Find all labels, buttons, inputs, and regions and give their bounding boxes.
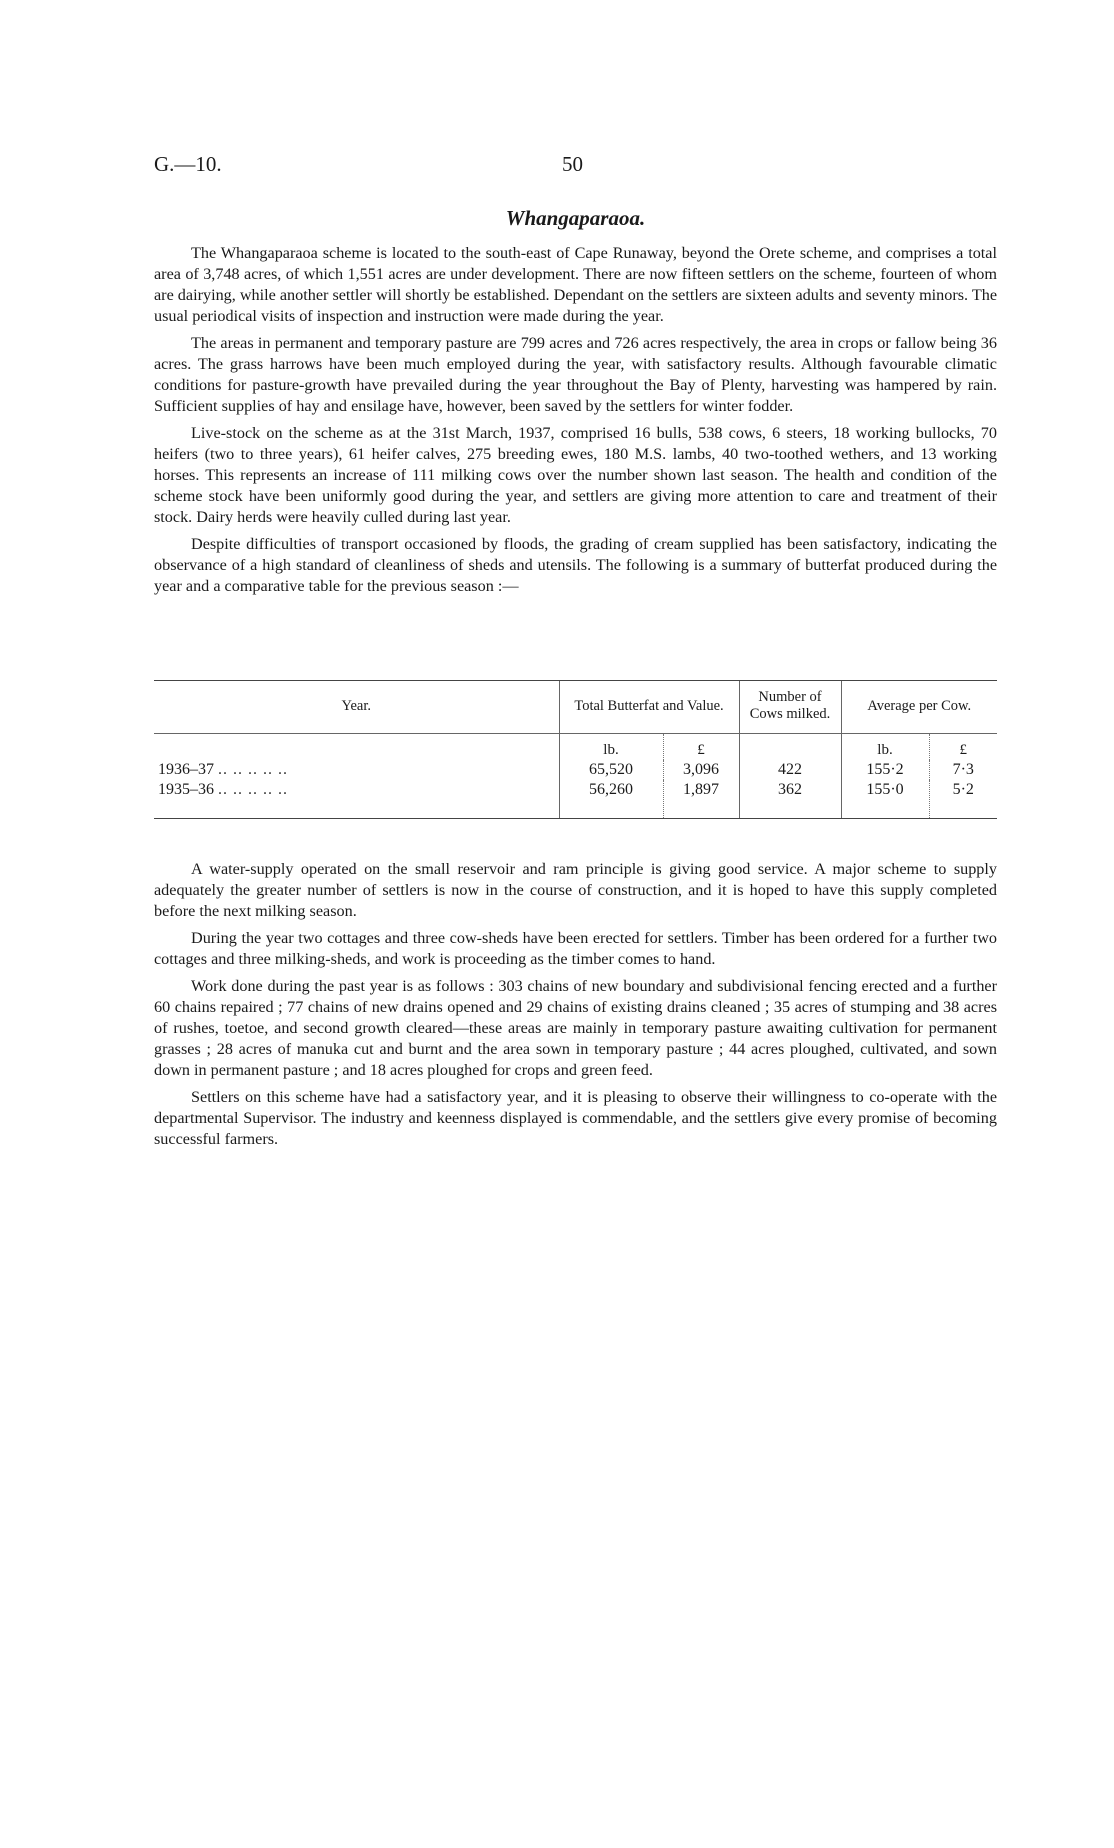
header-cows-milked: Number of Cows milked. [739, 681, 841, 734]
unit-avg-lb: lb. [841, 734, 929, 761]
text-before-table [154, 243, 997, 603]
row-butterfat-lb: 56,260 [559, 780, 663, 818]
document-reference: G.—10. [154, 152, 222, 176]
table-header-row [154, 681, 997, 734]
header-butterfat: Total Butterfat and Value. [559, 681, 739, 734]
row-year-cell [154, 760, 559, 780]
paragraph-location: The Whangaparaoa scheme is located to the south-east of Cape Runaway, beyond the Orete scheme, and comprises a total area of 3,748 acres, of which 1,551 acres are under development. There are now fifteen settlers on the scheme, fourteen of whom are dairying, while another settler will shortly be established. Dependant on the settlers are sixteen adults and seventy minors. The usual periodical visits of inspection and instruction were made during the year. [154, 244, 998, 325]
unit-lb: lb. [559, 734, 663, 761]
paragraph-settlers: Settlers on this scheme have had a satisfactory year, and it is pleasing to observe their willingness to co-operate with the departmental Supervisor. The industry and keenness displayed is commendable, and the settlers give every promise of becoming successful farmers. [154, 1088, 997, 1148]
unit-avg-pound: £ [929, 734, 997, 761]
row-cows: 422 [739, 760, 841, 780]
row-butterfat-lb: 65,520 [559, 760, 663, 780]
table-row [154, 780, 997, 818]
butterfat-table-container [154, 680, 997, 819]
dot-leader: .. .. .. .. .. [218, 781, 288, 798]
paragraph-butterfat-intro: Despite difficulties of transport occasioned by floods, the grading of cream supplied has been satisfactory, indicating the observance of a high standard of cleanliness of sheds and utensils. The following is a summary of butterfat produced during the year and a comparative table for the previous season :— [154, 535, 997, 595]
units-cows-blank [739, 734, 841, 761]
unit-pound: £ [663, 734, 739, 761]
row-year: 1936–37 [158, 761, 214, 778]
paragraph-work-done: Work done during the past year is as follows : 303 chains of new boundary and subdivisional fencing erected and a further 60 chains repaired ; 77 chains of new drains opened and 29 chains of existing drains cleaned ; 35 acres of stumping and 38 acres of rushes, toetoe, and second growth cleared—these areas are mainly in temporary pasture awaiting cultivation for permanent grasses ; 28 acres of manuka cut and burnt and the area sown in temporary pasture ; 44 acres ploughed, cultivated, and sown down in permanent pasture ; and 18 acres ploughed for crops and green feed. [154, 977, 997, 1079]
paragraph-water-supply: A water-supply operated on the small reservoir and ram principle is giving good service. A major scheme to supply adequately the greater number of settlers is now in the course of construction, and it is hoped to have this supply completed before the next milking season. [154, 860, 997, 920]
table-row [154, 760, 997, 780]
header-average-per-cow: Average per Cow. [841, 681, 997, 734]
header-year: Year. [154, 681, 559, 734]
text-after-table [154, 859, 997, 1156]
row-cows: 362 [739, 780, 841, 818]
row-avg-value: 5·2 [929, 780, 997, 818]
units-row [154, 734, 997, 761]
butterfat-table [154, 681, 997, 818]
paragraph-buildings: During the year two cottages and three cow-sheds have been erected for settlers. Timber has been ordered for a further two cottages and three milking-sheds, and work is proceeding as the timber comes to hand. [154, 929, 997, 968]
units-year-blank [154, 734, 559, 761]
paragraph-pasture: The areas in permanent and temporary pasture are 799 acres and 726 acres respectively, the area in crops or fallow being 36 acres. The grass harrows have been much employed during the year, with satisfactory results. Although favourable climatic conditions for pasture-growth have prevailed during the year throughout the Bay of Plenty, harvesting was hampered by rain. Sufficient supplies of hay and ensilage have, however, been saved by the settlers for winter fodder. [154, 334, 997, 415]
section-title: Whangaparaoa. [505, 206, 646, 230]
row-value: 1,897 [663, 780, 739, 818]
paragraph-livestock: Live-stock on the scheme as at the 31st March, 1937, comprised 16 bulls, 538 cows, 6 steers, 18 working bullocks, 70 heifers (two to three years), 61 heifer calves, 275 breeding ewes, 180 M.S. lambs, 40 two-toothed wethers, and 13 working horses. This represents an increase of 111 milking cows over the number shown last season. The health and condition of the scheme stock have been uniformly good during the year, and settlers are giving more attention to care and treatment of their stock. Dairy herds were heavily culled during last year. [154, 424, 997, 526]
dot-leader: .. .. .. .. .. [218, 761, 288, 778]
page-number: 50 [562, 152, 583, 176]
row-value: 3,096 [663, 760, 739, 780]
row-avg-lb: 155·2 [841, 760, 929, 780]
row-year-cell [154, 780, 559, 818]
running-head [154, 152, 997, 182]
row-avg-lb: 155·0 [841, 780, 929, 818]
row-avg-value: 7·3 [929, 760, 997, 780]
row-year: 1935–36 [158, 781, 214, 798]
